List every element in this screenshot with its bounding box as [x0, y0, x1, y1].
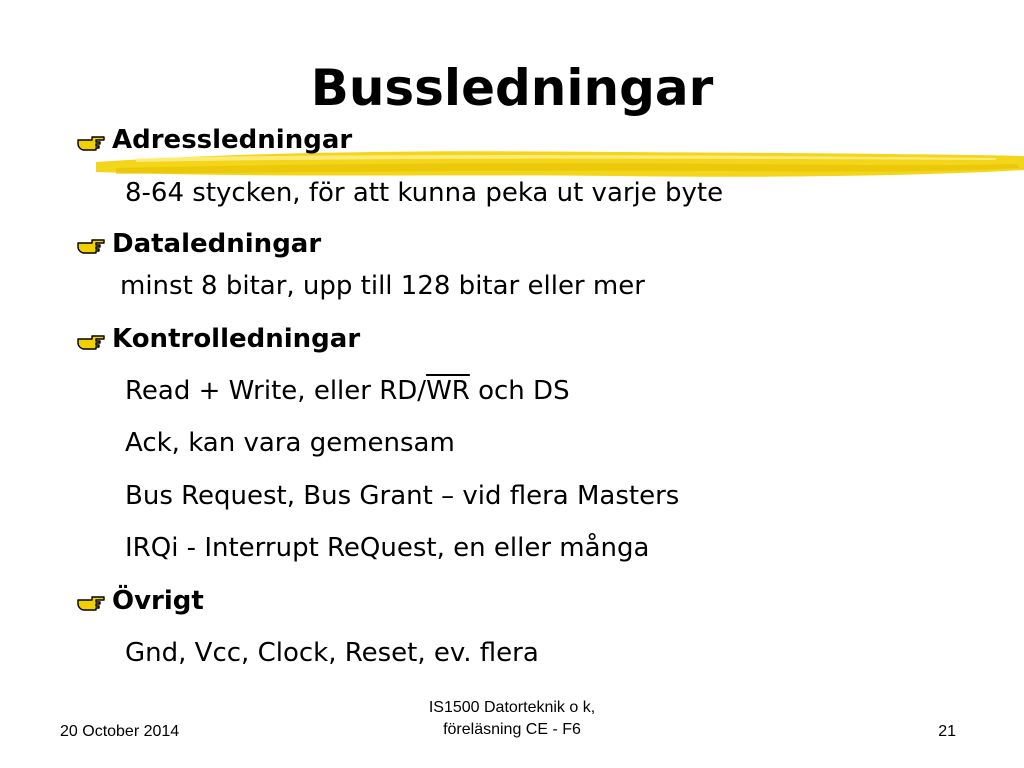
section-heading-ovrigt: Övrigt	[112, 586, 204, 616]
section-line: 8-64 stycken, för att kunna peka ut varje byte	[125, 178, 724, 208]
read-write-suffix: och DS	[469, 376, 570, 406]
section-line: Ack, kan vara gemensam	[125, 428, 455, 458]
section-line-read-write	[125, 374, 570, 408]
section-heading-kontrolledningar: Kontrolledningar	[112, 324, 361, 354]
pointing-hand-icon	[76, 591, 106, 613]
footer-course-line2: föreläsning CE - F6	[443, 721, 581, 738]
slide-title: Bussledningar	[310, 59, 714, 117]
read-write-prefix: Read + Write, eller RD/	[125, 376, 427, 406]
section-line: IRQi - Interrupt ReQuest, en eller många	[125, 533, 650, 563]
section-line: minst 8 bitar, upp till 128 bitar eller mer	[120, 271, 645, 301]
write-overline: $\overline{WR}$	[426, 376, 470, 406]
footer-course	[362, 697, 662, 741]
footer-date: 20 October 2014	[60, 723, 180, 740]
pointing-hand-icon	[76, 330, 106, 352]
pointing-hand-icon	[76, 131, 106, 153]
footer-course-line1: IS1500 Datorteknik o k,	[428, 699, 596, 716]
page-number: 21	[938, 723, 956, 740]
section-heading-dataledningar: Dataledningar	[112, 229, 322, 259]
pointing-hand-icon	[76, 234, 106, 256]
section-heading-adressledningar: Adressledningar	[112, 125, 353, 155]
section-line: Gnd, Vcc, Clock, Reset, ev. flera	[125, 638, 539, 668]
section-line: Bus Request, Bus Grant – vid flera Masters	[125, 481, 680, 511]
